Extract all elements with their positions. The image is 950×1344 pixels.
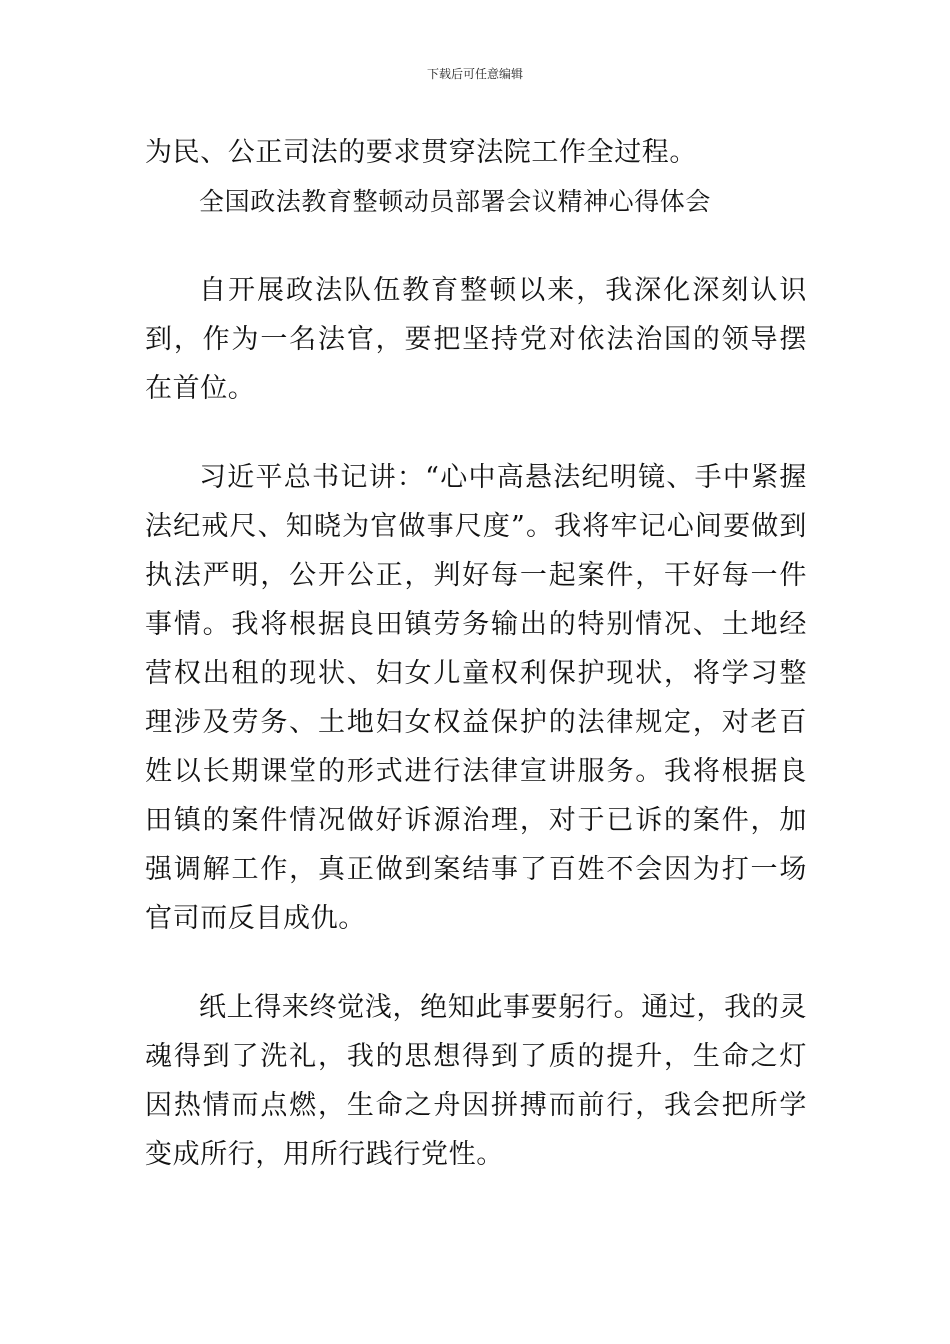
document-body	[145, 128, 807, 1179]
paragraph-2: 习近平总书记讲：“心中高悬法纪明镜、手中紧握法纪戒尺、知晓为官做事尺度”。我将牢记心间要做到执法严明，公开公正，判好每一起案件，干好每一件事情。我将根据良田镇劳务输出的特别情况、土地经营权出租的现状、妇女儿童权利保护现状，将学习整理涉及劳务、土地妇女权益保护的法律规定，对老百姓以长期课堂的形式进行法律宣讲服务。我将根据良田镇的案件情况做好诉源治理，对于已诉的案件，加强调解工作，真正做到案结事了百姓不会因为打一场官司而反目成仇。	[145, 462, 807, 934]
document-title: 全国政法教育整顿动员部署会议精神心得体会	[199, 187, 712, 216]
continued-paragraph: 为民、公正司法的要求贯穿法院工作全过程。	[145, 137, 697, 168]
page-header-note: 下载后可任意编辑	[426, 67, 523, 81]
paragraph-3: 纸上得来终觉浅，绝知此事要躬行。通过，我的灵魂得到了洗礼，我的思想得到了质的提升，生命之灯因热情而点燃，生命之舟因拼搏而前行，我会把所学变成所行，用所行践行党性。	[145, 992, 807, 1170]
paragraph-1: 自开展政法队伍教育整顿以来，我深化深刻认识到，作为一名法官，要把坚持党对依法治国的领导摆在首位。	[145, 275, 807, 404]
